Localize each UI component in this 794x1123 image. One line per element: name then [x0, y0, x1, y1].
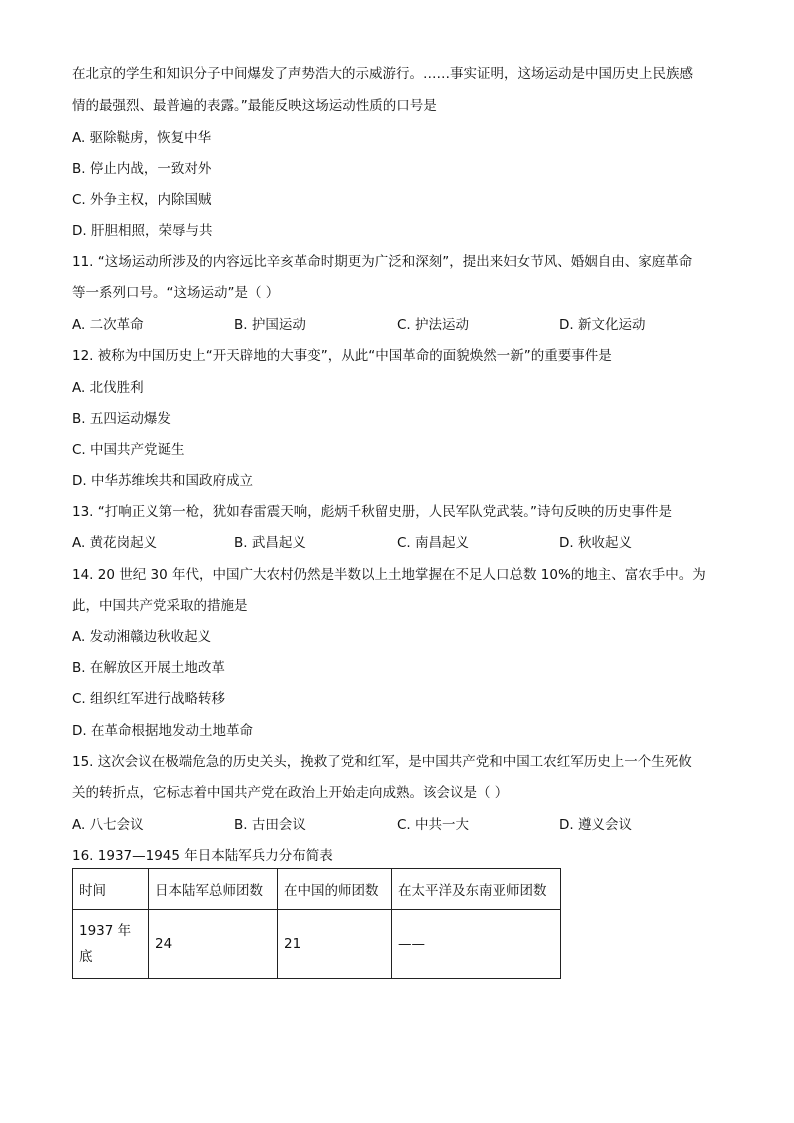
table-header-row	[73, 869, 561, 910]
q12-option-c: C. 中国共产党诞生	[72, 442, 185, 458]
q14-stem-line2: 此，中国共产党采取的措施是	[72, 598, 248, 614]
q16-title: 16. 1937—1945 年日本陆军兵力分布简表	[72, 848, 333, 864]
q15-stem-line1: 15. 这次会议在极端危急的历史关头，挽救了党和红军，是中国共产党和中国工农红军历史上一个生死攸	[72, 754, 692, 770]
header-pacific-divisions: 在太平洋及东南亚师团数	[392, 869, 561, 910]
q13-stem: 13. “打响正义第一枪，犹如春雷震天响，彪炳千秋留史册，人民军队党武装。”诗句反映的历史事件是	[72, 504, 672, 520]
q10-option-c: C. 外争主权，内除国贼	[72, 192, 212, 208]
q12-stem: 12. 被称为中国历史上“开天辟地的大事变”，从此“中国革命的面貌焕然一新”的重要事件是	[72, 348, 612, 364]
q11-option-b: B. 护国运动	[234, 317, 306, 333]
q14-option-a: A. 发动湘赣边秋收起义	[72, 629, 212, 645]
q13-option-a: A. 黄花岗起义	[72, 535, 158, 551]
q11-option-d: D. 新文化运动	[559, 317, 646, 333]
cell-time	[73, 910, 149, 979]
q11-option-a: A. 二次革命	[72, 317, 144, 333]
q15-option-a: A. 八七会议	[72, 817, 144, 833]
q14-option-b: B. 在解放区开展土地改革	[72, 660, 225, 676]
q13-option-c: C. 南昌起义	[397, 535, 470, 551]
cell-pacific: ——	[392, 910, 561, 979]
q10-option-b: B. 停止内战，一致对外	[72, 161, 212, 177]
q14-stem-line1: 14. 20 世纪 30 年代，中国广大农村仍然是半数以上土地掌握在不足人口总数 10%的地主、富农手中。为	[72, 567, 706, 583]
q11-stem-line2: 等一系列口号。“这场运动”是（ ）	[72, 285, 280, 301]
q15-option-c: C. 中共一大	[397, 817, 470, 833]
q15-stem-line2: 关的转折点，它标志着中国共产党在政治上开始走向成熟。该会议是（ ）	[72, 785, 509, 801]
q13-option-d: D. 秋收起义	[559, 535, 632, 551]
q12-option-b: B. 五四运动爆发	[72, 411, 171, 427]
cell-china: 21	[278, 910, 392, 979]
q13-option-b: B. 武昌起义	[234, 535, 306, 551]
q10-stem-line2: 情的最强烈、最普遍的表露。”最能反映这场运动性质的口号是	[72, 98, 437, 114]
q15-option-d: D. 遵义会议	[559, 817, 632, 833]
cell-time-line2: 底	[79, 949, 93, 965]
header-total-divisions: 日本陆军总师团数	[149, 869, 278, 910]
army-distribution-table	[72, 868, 561, 979]
q10-option-a: A. 驱除鞑虏，恢复中华	[72, 130, 212, 146]
q10-stem-line1: 在北京的学生和知识分子中间爆发了声势浩大的示威游行。……事实证明，这场运动是中国历史上民族感	[72, 66, 693, 82]
header-time: 时间	[73, 869, 149, 910]
q14-option-c: C. 组织红军进行战略转移	[72, 691, 226, 707]
q12-option-a: A. 北伐胜利	[72, 380, 144, 396]
q12-option-d: D. 中华苏维埃共和国政府成立	[72, 473, 253, 489]
cell-time-line1: 1937 年	[79, 923, 132, 939]
header-china-divisions: 在中国的师团数	[278, 869, 392, 910]
q15-option-b: B. 古田会议	[234, 817, 306, 833]
cell-total: 24	[149, 910, 278, 979]
q11-option-c: C. 护法运动	[397, 317, 470, 333]
q11-stem-line1: 11. “这场运动所涉及的内容远比辛亥革命时期更为广泛和深刻”，提出来妇女节风、婚姻自由、家庭革命	[72, 254, 693, 270]
q10-option-d: D. 肝胆相照，荣辱与共	[72, 223, 213, 239]
table-row	[73, 910, 561, 979]
q14-option-d: D. 在革命根据地发动土地革命	[72, 723, 253, 739]
